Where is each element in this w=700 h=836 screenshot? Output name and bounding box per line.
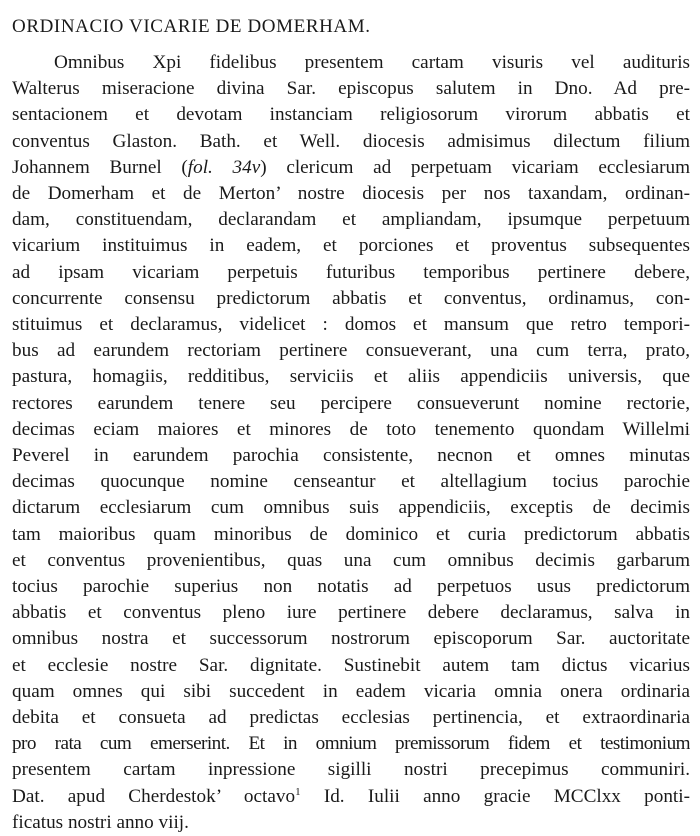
text-line: quam omnes qui sibi succedent in eadem vicaria omnia onera ordinaria [12, 680, 690, 702]
text-line: tocius parochie superius non notatis ad perpetuos usus predictorum [12, 576, 690, 598]
text-line: presentem cartam inpressione sigilli nostri precepimus communiri. [12, 759, 690, 781]
text-line: debita et consueta ad predictas ecclesias pertinencia, et extraordinaria [12, 707, 690, 729]
text-line: et ecclesie nostre Sar. dignitate. Sustinebit autem tam dictus vicarius [12, 654, 690, 676]
text-line: et conventus provenientibus, quas una cum omnibus decimis garbarum [12, 549, 690, 571]
text-line: Peverel in earundem parochia consistente, necnon et omnes minutas [12, 445, 690, 467]
text-line: tam maioribus quam minoribus de dominico et curia predictorum abbatis [12, 523, 690, 545]
text-line: stituimus et declaramus, videlicet : domos et mansum que retro tempori- [12, 314, 690, 336]
text-fragment: Id. Iulii anno gracie MCClxx ponti- [323, 785, 690, 807]
folio-reference: fol. 34v [187, 156, 261, 178]
document-title: ORDINACIO VICARIE DE DOMERHAM. [12, 16, 371, 37]
text-line: abbatis et conventus pleno iure pertinere debere declaramus, salva in [12, 602, 690, 624]
text-line: decimas quocunque nomine censeantur et altellagium tocius parochie [12, 471, 690, 493]
text-fragment: ) [260, 156, 287, 178]
text-line: pastura, homagiis, redditibus, serviciis et aliis appendiciis universis, que [12, 366, 690, 388]
text-line [12, 784, 690, 810]
text-line: concurrente consensu predictorum abbatis et conventus, ordinamus, con- [12, 287, 690, 309]
text-line: dictarum ecclesiarum cum omnibus suis appendiciis, exceptis de decimis [12, 497, 690, 519]
text-line [12, 155, 690, 181]
text-line: pro rata cum emerserint. Et in omnium premissorum fidem et testimonium [12, 733, 690, 755]
text-line: rectores earundem tenere seu percipere consueverunt nomine rectorie, [12, 392, 690, 414]
text-line: vicarium instituimus in eadem, et porciones et proventus subsequentes [12, 235, 690, 257]
text-line: Walterus miseracione divina Sar. episcopus salutem in Dno. Ad pre- [12, 78, 690, 100]
text-fragment: clericum ad perpetuam vicariam ecclesiarum [286, 156, 690, 178]
text-line: decimas eciam maiores et minores de toto tenemento quondam Willelmi [12, 418, 690, 440]
text-fragment: Dat. apud Cherdestok’ octavo [12, 785, 296, 807]
text-line: sentacionem et devotam instanciam religiosorum virorum abbatis et [12, 104, 690, 126]
text-line: dam, constituendam, declarandam et ampliandam, ipsumque perpetuum [12, 209, 690, 231]
text-line: ad ipsam vicariam perpetuis futuribus temporibus pertinere debere, [12, 261, 690, 283]
text-line: Omnibus Xpi fidelibus presentem cartam visuris vel audituris [54, 52, 690, 73]
text-line: omnibus nostra et successorum nostrorum episcoporum Sar. auctoritate [12, 628, 690, 650]
text-line: de Domerham et de Merton’ nostre diocesis per nos taxandam, ordinan- [12, 183, 690, 205]
text-line: ficatus nostri anno viij. [12, 811, 189, 833]
document-body [12, 50, 690, 836]
text-fragment: Johannem Burnel ( [12, 156, 188, 178]
text-line: bus ad earundem rectoriam pertinere consueverant, una cum terra, prato, [12, 340, 690, 362]
footnote-marker[interactable]: 1 [295, 785, 301, 798]
text-line: conventus Glaston. Bath. et Well. diocesis admisimus dilectum filium [12, 130, 690, 152]
